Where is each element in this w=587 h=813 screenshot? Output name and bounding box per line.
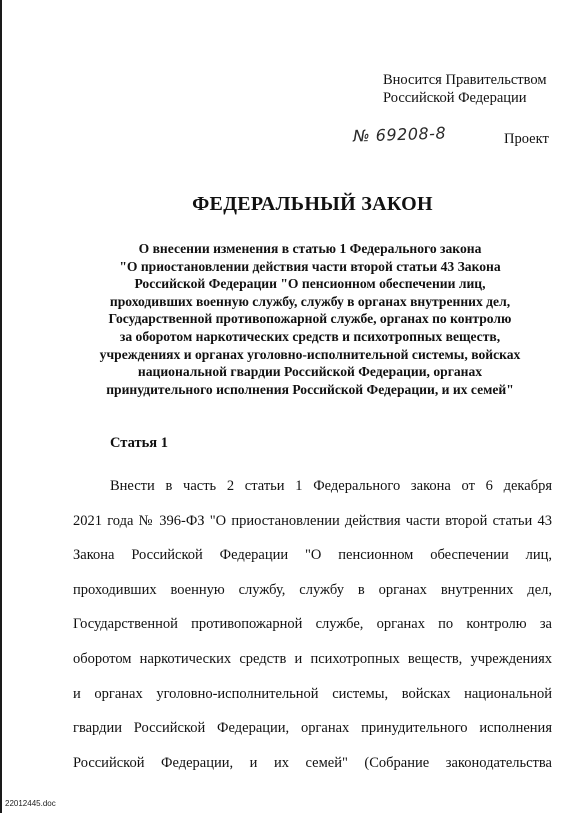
law-title-line: проходивших военную службу, службу в органах внутренних дел, <box>109 293 511 309</box>
submitter-line: Российской Федерации <box>383 90 527 106</box>
law-title-line: учреждениях и органах уголовно-исполнительной системы, войсках <box>99 346 521 362</box>
submitter-line: Вносится Правительством <box>383 72 547 88</box>
body-line: гвардии Российской Федерации, органах принудительного исполнения <box>73 720 552 737</box>
law-title-line: Российской Федерации "О пенсионном обеспечении лиц, <box>134 276 486 292</box>
article-heading: Статья 1 <box>110 435 168 451</box>
body-line: и органах уголовно-исполнительной системы, войсках национальной <box>73 685 552 702</box>
document-type-title: ФЕДЕРАЛЬНЫЙ ЗАКОН <box>192 193 433 215</box>
page-left-edge <box>0 0 2 813</box>
law-title-line: за оборотом наркотических средств и психотропных веществ, <box>119 328 501 344</box>
body-line: Государственной противопожарной службе, органах по контролю за <box>73 616 552 633</box>
body-line: проходивших военную службу, службу в органах внутренних дел, <box>73 581 552 598</box>
body-line: Внести в часть 2 статьи 1 Федерального закона от 6 декабря <box>110 478 552 494</box>
footer-file-code: 22012445.doc <box>5 799 56 808</box>
body-line: оборотом наркотических средств и психотропных веществ, учреждениях <box>73 650 552 667</box>
handwritten-registration-number: № 69208-8 <box>352 123 447 146</box>
body-line: Российской Федерации, и их семей" (Собрание законодательства <box>73 754 552 771</box>
law-title-line: национальной гвардии Российской Федерации, органах <box>137 364 483 380</box>
law-title-line: "О приостановлении действия части второй статьи 43 Закона <box>119 258 501 274</box>
law-title-line: О внесении изменения в статью 1 Федерального закона <box>138 241 482 256</box>
law-title-line: Государственной противопожарной службе, органах по контролю <box>108 311 512 327</box>
law-title-line: принудительного исполнения Российской Федерации, и их семей" <box>106 381 514 397</box>
article-body <box>73 469 552 780</box>
submitter-block <box>383 71 547 107</box>
body-line: 2021 года № 396-ФЗ "О приостановлении действия части второй статьи 43 <box>73 512 552 529</box>
draft-label: Проект <box>504 131 549 147</box>
body-line: Закона Российской Федерации "О пенсионном обеспечении лиц, <box>73 547 552 564</box>
law-title <box>60 240 560 398</box>
